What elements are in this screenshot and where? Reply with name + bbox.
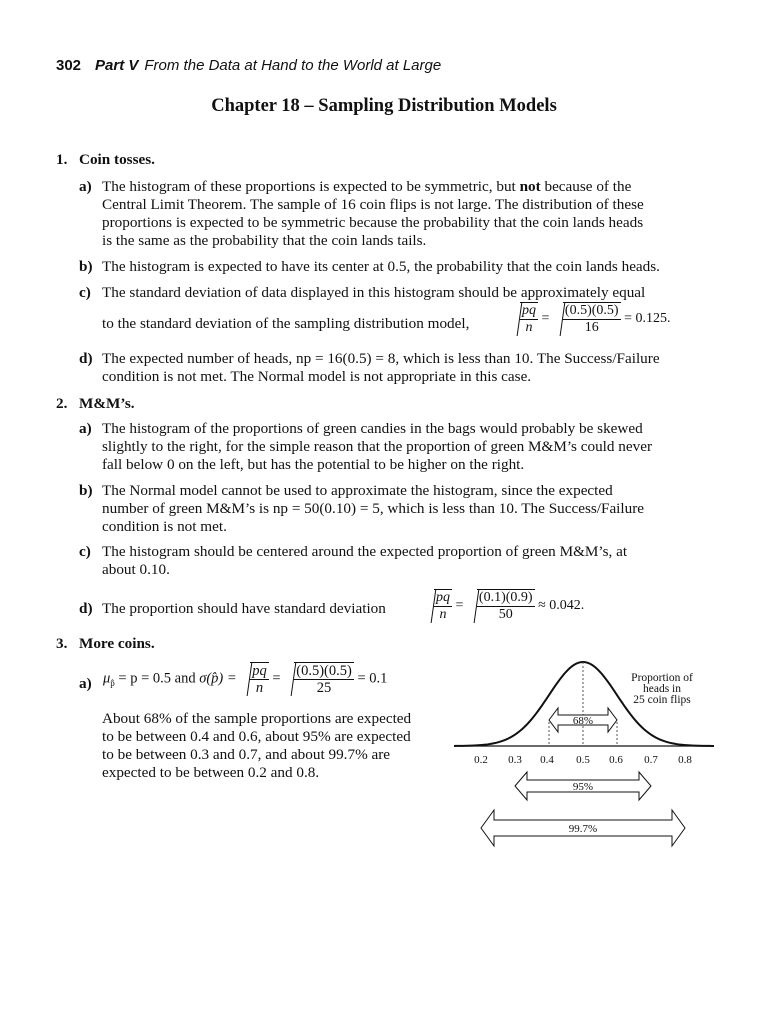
legend-line-3: 25 coin flips: [633, 694, 691, 706]
tick-label: 0.3: [508, 754, 522, 766]
running-header: [56, 57, 441, 74]
tick-label: 0.2: [474, 754, 488, 766]
chapter-title: Chapter 18 – Sampling Distribution Models: [211, 96, 557, 116]
q1-title: Coin tosses.: [79, 151, 155, 168]
q2d-num1: pq: [436, 590, 450, 605]
q1c-label: c): [79, 284, 91, 301]
q1b-label: b): [79, 258, 93, 275]
q3a-formula: [103, 662, 387, 696]
q3a-sigma: σ(p̂) =: [199, 670, 237, 687]
q2c-label: c): [79, 543, 91, 560]
q1a-line-1-part1: The histogram of these proportions is expected to be symmetric, but: [102, 178, 520, 195]
tick-label: 0.8: [678, 754, 692, 766]
q1c-equals: =: [541, 311, 550, 327]
q2-number: 2.: [56, 395, 68, 412]
band-997-label: 99.7%: [568, 823, 598, 835]
q3-title: More coins.: [79, 635, 155, 652]
q2d-equals: =: [455, 598, 464, 614]
q3-number: 3.: [56, 635, 68, 652]
tick-label: 0.6: [609, 754, 623, 766]
q1a-line-1-part2: because of the: [540, 178, 632, 195]
q1d-line-1: The expected number of heads, np = 16(0.5) = 8, which is less than 10. The Success/Failure: [102, 350, 660, 367]
page-number: 302: [56, 57, 82, 74]
q1d-line-2: condition is not met. The Normal model is not appropriate in this case.: [102, 368, 532, 385]
tick-label: 0.7: [644, 754, 658, 766]
q1a-line-3: proportions is expected to be symmetric because the probability that the coin lands heads: [102, 214, 644, 231]
q2c-line-2: about 0.10.: [102, 561, 170, 578]
q3a-result: = 0.1: [357, 670, 388, 687]
band-68-label: 68%: [572, 715, 594, 727]
q2d-den2: 50: [498, 607, 513, 622]
q2b-label: b): [79, 482, 93, 499]
q2a-line-1: The histogram of the proportions of green candies in the bags would probably be skewed: [102, 420, 643, 437]
q1b-text: The histogram is expected to have its center at 0.5, the probability that the coin lands heads.: [102, 258, 660, 275]
q1c-den1: n: [525, 320, 533, 335]
q2d-num2: (0.1)(0.9): [478, 590, 533, 605]
q3a-num1: pq: [252, 663, 267, 679]
legend-line-2: heads in: [642, 683, 682, 695]
q2d-den1: n: [439, 607, 447, 622]
q2-title: M&M’s.: [79, 395, 135, 412]
q2d-label: d): [79, 600, 93, 617]
q2a-line-2: slightly to the right, for the simple reason that the proportion of green M&M’s could never: [102, 438, 653, 455]
q1c-num2: (0.5)(0.5): [564, 303, 619, 318]
q2b-line-3: condition is not met.: [102, 518, 227, 535]
q3a-den1: n: [255, 680, 264, 696]
q1c-formula: [510, 302, 670, 336]
q1c-line-2: to the standard deviation of the sampling distribution model,: [102, 315, 470, 332]
q1-number: 1.: [56, 151, 68, 168]
q1d-label: d): [79, 350, 93, 367]
q3a-equals: =: [272, 670, 281, 687]
q2a-label: a): [79, 420, 92, 437]
normal-curve-figure: [452, 652, 716, 852]
q3a-mu: μ: [103, 670, 111, 687]
part-subtitle: From the Data at Hand to the World at Large: [144, 57, 442, 74]
q3a-den2: 25: [316, 680, 332, 696]
q3a-line-1: About 68% of the sample proportions are expected: [102, 710, 412, 727]
q3a-mu-sub: p̂: [110, 678, 115, 689]
tick-label: 0.4: [540, 754, 554, 766]
q2c-line-1: The histogram should be centered around the expected proportion of green M&M’s, at: [102, 543, 628, 560]
q1a-label: a): [79, 178, 92, 195]
q1c-result: = 0.125.: [624, 311, 671, 327]
x-ticks: [474, 754, 692, 766]
q1c-line-1: The standard deviation of data displayed in this histogram should be approximately equal: [102, 284, 646, 301]
band-95-label: 95%: [572, 781, 594, 793]
q3a-line-4: expected to be between 0.2 and 0.8.: [102, 764, 320, 781]
q2d-text: The proportion should have standard deviation: [102, 600, 386, 617]
q2b-line-1: The Normal model cannot be used to approximate the histogram, since the expected: [102, 482, 613, 499]
tick-label: 0.5: [576, 754, 590, 766]
q1a-emphasis-not: not: [519, 178, 541, 195]
part-label: Part V: [95, 57, 139, 74]
q3a-line-3: to be between 0.3 and 0.7, and about 99.7% are: [102, 746, 391, 763]
q1a-line-2: Central Limit Theorem. The sample of 16 coin flips is not large. The distribution of these: [102, 196, 644, 213]
q2a-line-3: fall below 0 on the left, but has the potential to be higher on the right.: [102, 456, 525, 473]
q2d-formula: [424, 589, 584, 623]
q2b-line-2: number of green M&M’s is np = 50(0.10) = 5, which is less than 10. The Success/Failure: [102, 500, 645, 517]
q3a-label: a): [79, 675, 92, 692]
q2d-result: ≈ 0.042.: [538, 598, 585, 614]
q3a-p-eq: = p = 0.5 and: [118, 670, 196, 687]
q1c-num1: pq: [522, 303, 536, 318]
q3a-num2: (0.5)(0.5): [296, 663, 352, 679]
q3a-line-2: to be between 0.4 and 0.6, about 95% are expected: [102, 728, 411, 745]
legend-line-1: Proportion of: [631, 672, 693, 684]
q1a-line-4: is the same as the probability that the coin lands tails.: [102, 232, 427, 249]
q1a-line-1: [102, 178, 631, 196]
q1c-den2: 16: [584, 320, 599, 335]
